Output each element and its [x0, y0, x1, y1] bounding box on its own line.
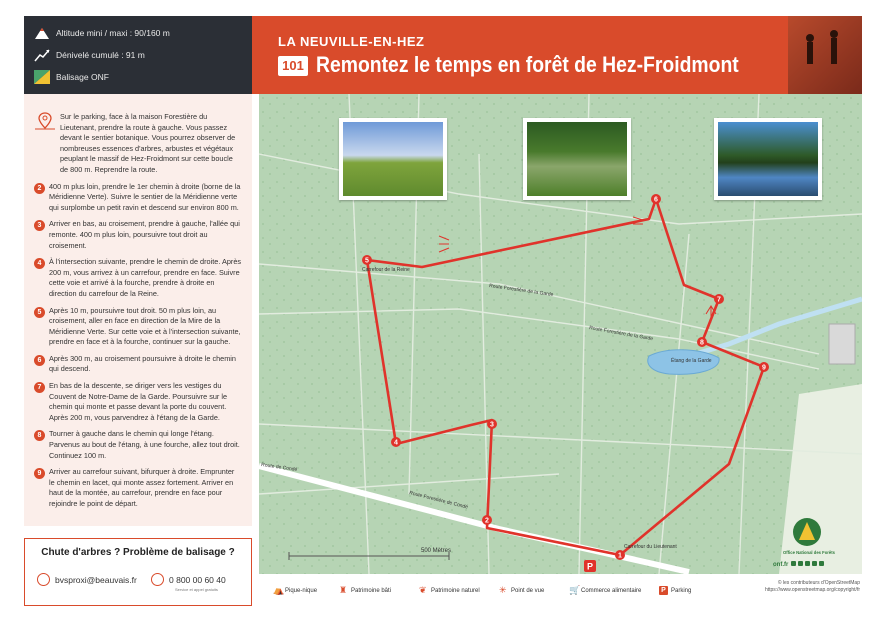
step-text: Sur le parking, face à la maison Forestière du Lieutenant, prendre la route à gauche. Vous passez devant le sentier botanique. Vous pourrez observer de nombreuses essences d'arbres, arbustes et végétaux peuplant le massif de Hez-Froidmont sur cette boucle de 800 m. Reprendre la route. [60, 112, 236, 174]
step-8 [34, 429, 242, 461]
step-badge: 5 [34, 307, 45, 318]
label-route-garde: Route Forestière de la Garde [488, 283, 554, 298]
svg-text:6: 6 [654, 196, 658, 204]
step-text: Après 300 m, au croisement poursuivre à droite le chemin qui descend. [49, 353, 236, 374]
email-icon [37, 573, 50, 586]
legend-viewpoint: ✳ Point de vue [499, 585, 545, 595]
legend-natural-heritage: ❦ Patrimoine naturel [419, 585, 480, 595]
step-text: 400 m plus loin, prendre le 1er chemin à droite (borne de la Méridienne Verte). Suivre le sentier de la Méridienne verte qui surplombe un petit ravin et descend sur environ 800 m. [49, 181, 241, 212]
meadow-photo [339, 118, 447, 200]
waypoint-9[interactable] [759, 362, 769, 372]
elevation-text: Dénivelé cumulé : 91 m [56, 50, 145, 60]
phone-icon [151, 573, 164, 586]
email-text: bvsproxi@beauvais.fr [55, 574, 137, 585]
viewpoint-icon: ✳ [499, 585, 507, 595]
step-badge: 9 [34, 468, 45, 479]
waypoint-2[interactable] [482, 515, 492, 525]
trail-stats-panel [24, 16, 252, 94]
contact-title: Chute d'arbres ? Problème de balisage ? [41, 547, 235, 558]
step-badge: 3 [34, 220, 45, 231]
elevation-icon [34, 48, 50, 62]
label-parking: Carrefour du Lieutenant [624, 544, 677, 550]
altitude-row [34, 26, 170, 40]
parking-icon: P [659, 586, 668, 595]
phone-note: Service et appel gratuits [175, 587, 218, 592]
waypoint-6[interactable] [651, 194, 661, 204]
waypoint-4[interactable] [391, 437, 401, 447]
legend-parking: P Parking [659, 586, 691, 595]
castle-icon: ♜ [339, 585, 348, 595]
waypoint-1[interactable] [615, 550, 625, 560]
svg-text:5: 5 [365, 257, 369, 265]
legend-built-heritage: ♜ Patrimoine bâti [339, 585, 392, 595]
waypoint-3[interactable] [487, 419, 497, 429]
marking-text: Balisage ONF [56, 72, 109, 82]
step-6 [34, 354, 242, 375]
svg-text:3: 3 [490, 421, 494, 429]
phone-text: 0 800 00 60 40 [169, 574, 226, 585]
waypoint-8[interactable] [697, 337, 707, 347]
trail-map[interactable] [259, 94, 862, 574]
svg-text:onf.fr: onf.fr [773, 562, 789, 568]
waypoint-7[interactable] [714, 294, 724, 304]
contact-box [24, 538, 252, 606]
step-text: À l'intersection suivante, prendre le chemin de droite. Après 200 m, vous arrivez à un carrefour, prendre en face. Suivre cette voie et arrivé à la fourche, prendre à droite en direction du carrefour de la Reine. [49, 257, 242, 298]
legend-picnic: ⛺ Pique-nique [273, 585, 318, 595]
onf-marking-icon [34, 70, 50, 84]
marking-row [34, 70, 109, 84]
step-text: Arriver en bas, au croisement, prendre à gauche, l'allée qui remonte. 400 m plus loin, poursuivre tout droit au croisement. [49, 219, 240, 250]
step-3 [34, 219, 242, 251]
svg-text:8: 8 [700, 339, 704, 347]
hikers-photo [788, 16, 862, 94]
step-text: Après 10 m, poursuivre tout droit. 50 m plus loin, au croisement, aller en face en direction de la Mire de la Méridienne Verte. Sur cette voie et à l'intersection suivante, prendre en face et à la fourche, continuer sur la gauche. [49, 305, 241, 347]
svg-text:500 Mètres: 500 Mètres [421, 548, 452, 554]
step-badge: 6 [34, 355, 45, 366]
leaf-icon: ❦ [419, 585, 427, 595]
step-text: Arriver au carrefour suivant, bifurquer à droite. Emprunter le chemin en lacet, qui monte assez fortement. Arriver en haut de la montée, au carrefour, prendre en face pour rejoindre le point de départ. [49, 467, 235, 508]
step-5 [34, 306, 242, 348]
map-credits: © les contributeurs d'OpenStreetMap https://www.openstreetmap.org/copyright/fr [764, 580, 860, 593]
basket-icon: 🛒 [569, 585, 581, 595]
picnic-icon: ⛺ [273, 585, 285, 595]
label-route-garde: Route Forestière de la Garde [588, 325, 654, 343]
altitude-text: Altitude mini / maxi : 90/160 m [56, 28, 170, 38]
step-text: Tourner à gauche dans le chemin qui longe l'étang. Parvenus au bout de l'étang, à une fourche, allez tout droit. Continuez 100 m. [49, 429, 240, 460]
waypoint-5[interactable] [362, 255, 372, 265]
town-name: LA NEUVILLE-EN-HEZ [278, 34, 425, 49]
svg-text:7: 7 [717, 296, 721, 304]
step-9 [34, 467, 242, 509]
trail-sheet [24, 16, 862, 606]
trail-header [252, 16, 862, 94]
elevation-row [34, 48, 145, 62]
step-text: En bas de la descente, se diriger vers les vestiges du Couvent de Notre-Dame de la Garde. Poursuivre sur le chemin qui monte et passe devant la porte du couvent. Après 200 m, vous parvendrez à l'étang de la Garde. [49, 381, 228, 422]
mountain-icon [34, 26, 50, 40]
pond-photo [714, 118, 822, 200]
label-etang: Étang de la Garde [671, 358, 712, 364]
svg-text:P: P [586, 561, 594, 572]
map-legend [259, 576, 862, 606]
step-badge: 7 [34, 382, 45, 393]
step-start [34, 112, 242, 176]
svg-text:4: 4 [394, 439, 398, 447]
step-4 [34, 257, 242, 299]
trail-number: 101 [278, 56, 308, 76]
svg-text:9: 9 [762, 364, 766, 372]
trail-title: Remontez le temps en forêt de Hez-Froidmont [316, 52, 739, 77]
svg-text:1: 1 [618, 552, 622, 560]
step-badge: 8 [34, 430, 45, 441]
step-2 [34, 182, 242, 214]
email-link[interactable] [37, 573, 137, 586]
convent-ruin-photo [523, 118, 631, 200]
start-pin-icon [34, 112, 56, 130]
legend-food-shop: 🛒 Commerce alimentaire [569, 585, 642, 595]
svg-text:Office National des Forêts: Office National des Forêts [783, 550, 835, 555]
label-route-conde: Route Forestière de Condé [408, 490, 469, 511]
label-route-conde: Route de Condé [260, 462, 298, 474]
label-carrefour-reine: Carrefour de la Reine [362, 267, 410, 273]
step-7 [34, 381, 242, 423]
step-badge: 2 [34, 183, 45, 194]
directions-panel [24, 94, 252, 526]
svg-text:2: 2 [485, 517, 489, 525]
parking-icon [584, 560, 596, 572]
phone-link[interactable] [151, 573, 226, 586]
step-badge: 4 [34, 258, 45, 269]
